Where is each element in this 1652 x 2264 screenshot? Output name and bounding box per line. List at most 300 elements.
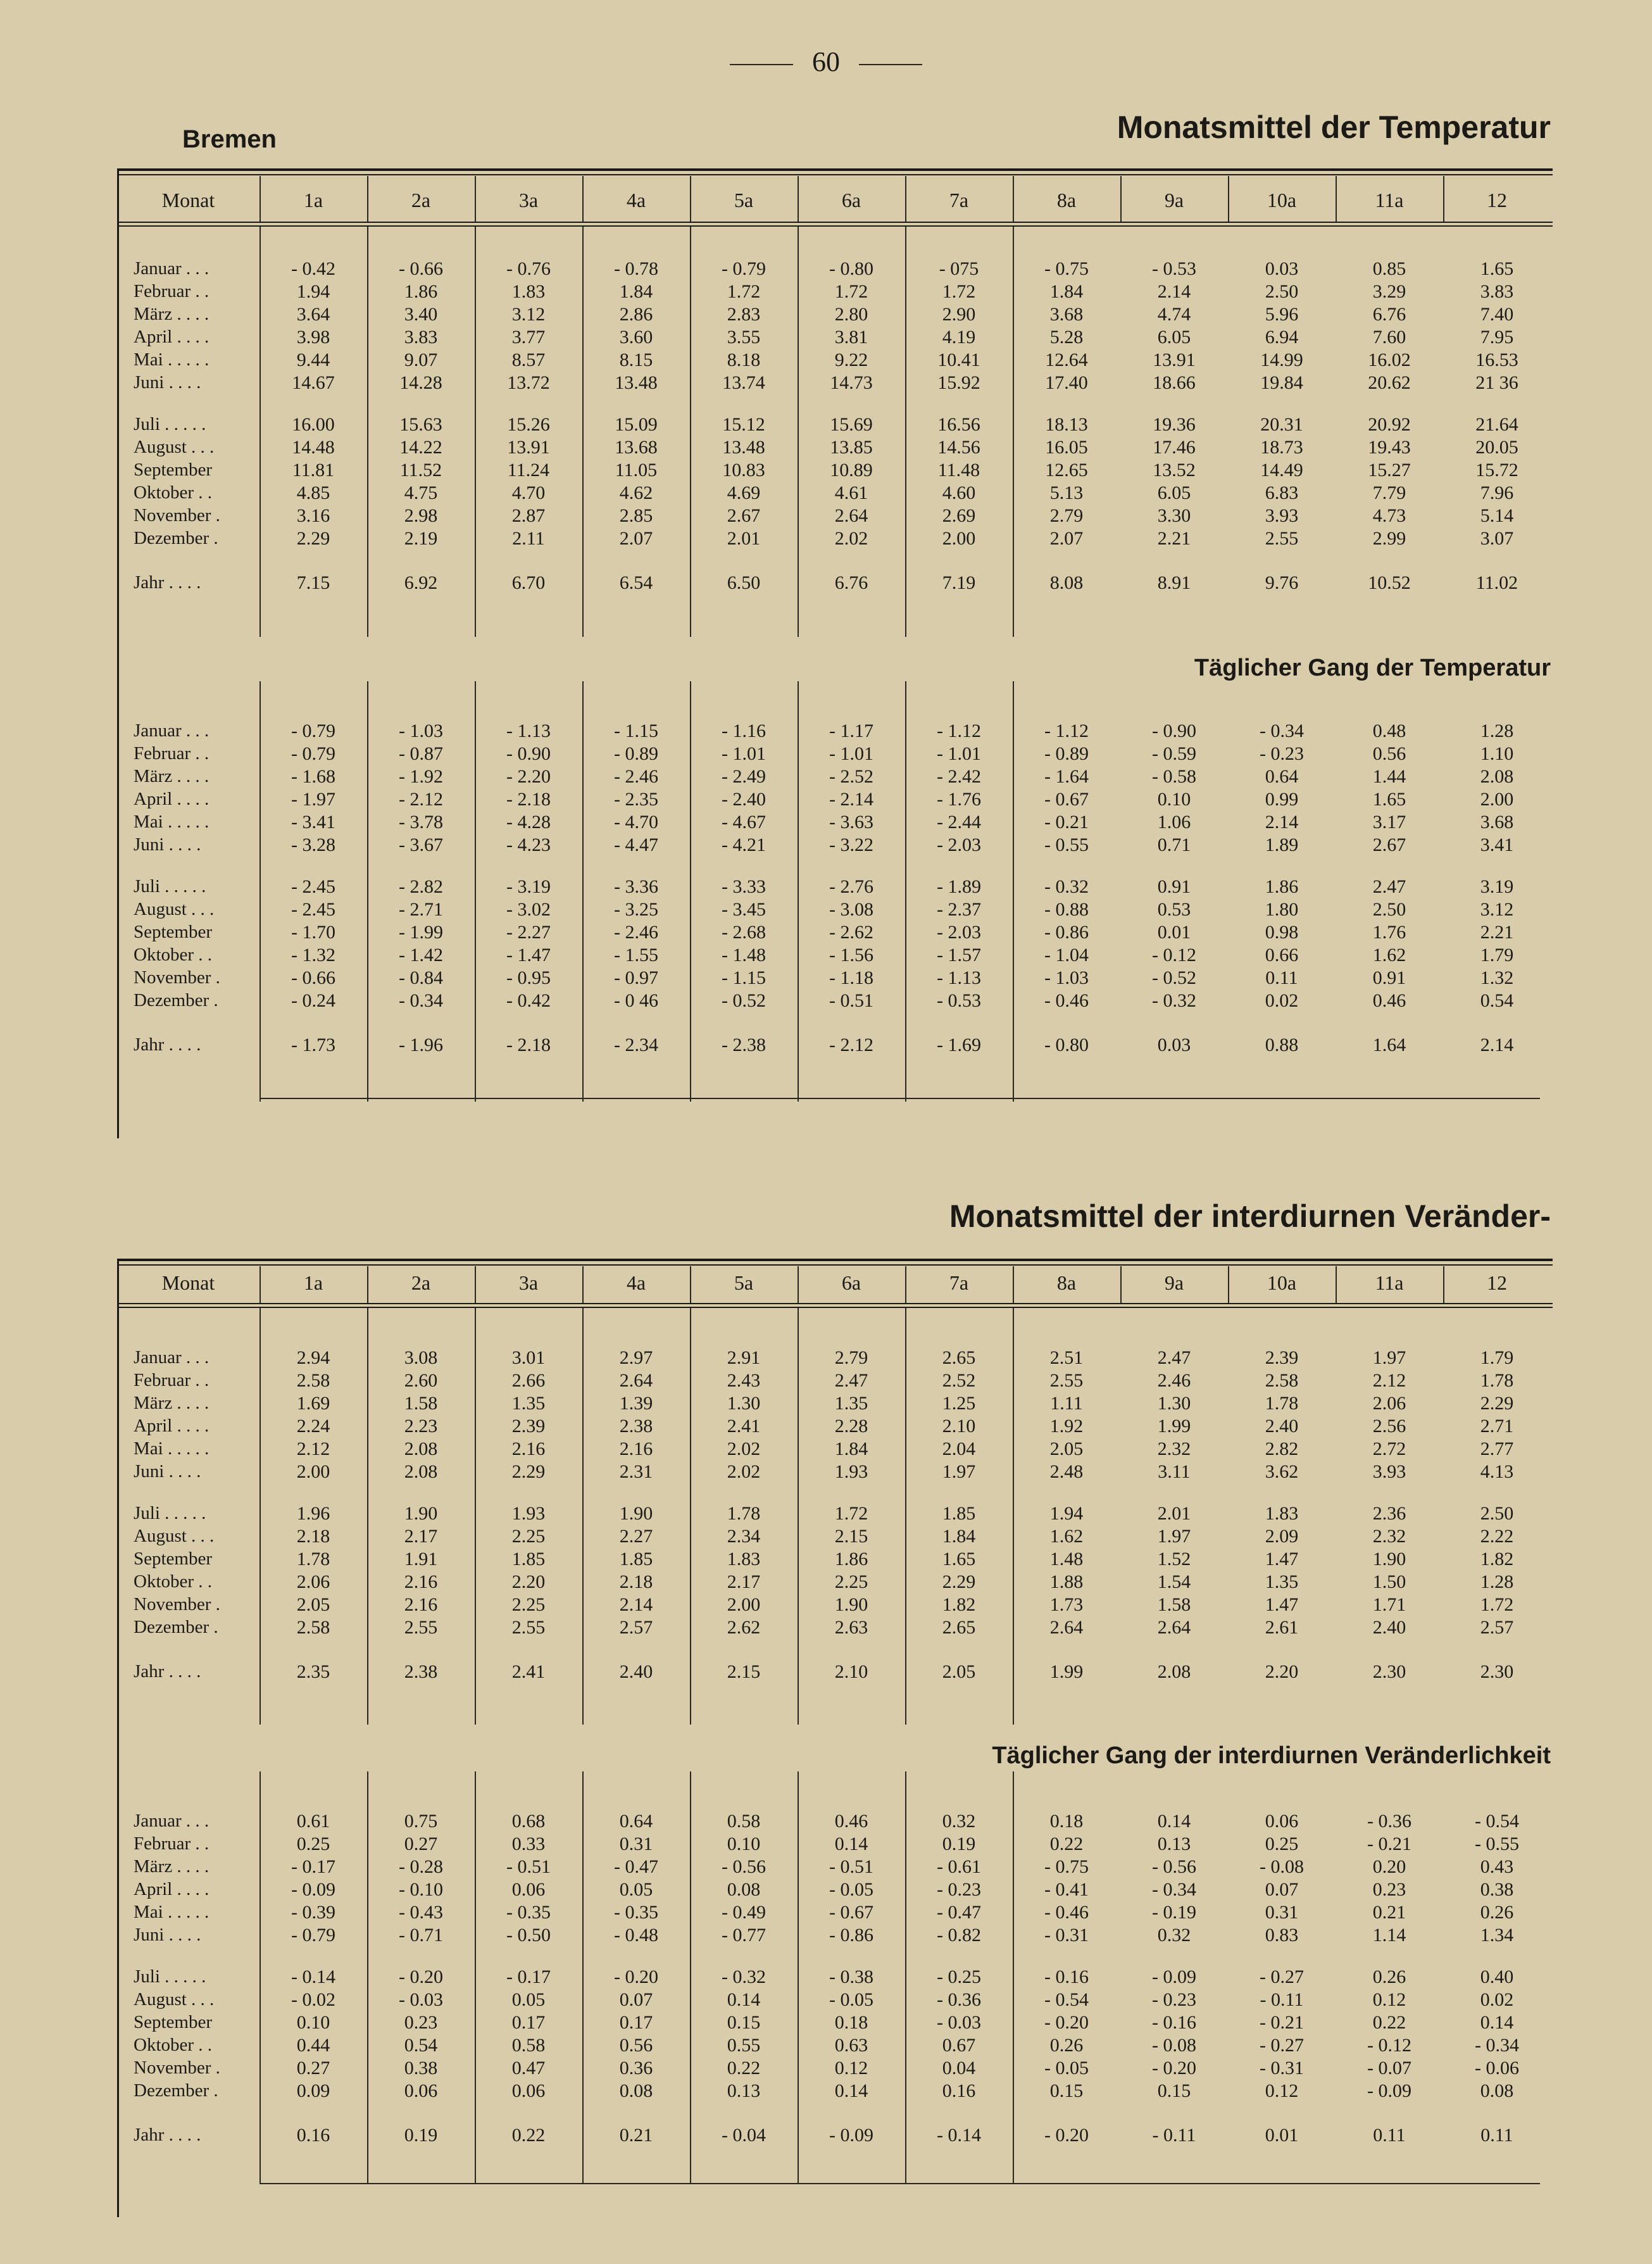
mean-cell: 2.58 [296, 1617, 330, 1638]
daily-cell: 0.48 [1372, 720, 1406, 741]
daily-cell: 0.21 [1372, 1902, 1406, 1923]
temperature-daily-subtitle: Täglicher Gang der Temperatur [1194, 655, 1551, 681]
mean-cell: 1.82 [1480, 1549, 1514, 1569]
mean-cell: 1.94 [1049, 1503, 1084, 1524]
daily-cell: 3.68 [1480, 812, 1514, 833]
daily-cell: - 0.20 [1152, 2058, 1196, 2078]
mean-cell: 1.54 [1157, 1571, 1191, 1592]
daily-cell: 0.10 [1157, 789, 1191, 810]
daily-cell: - 0.95 [506, 967, 551, 988]
mean-cell: 2.20 [511, 1571, 546, 1592]
row-label-month: März . . . . [134, 1393, 210, 1413]
daily-cell: - 0.89 [614, 743, 658, 764]
column-header-9a: 9a [1164, 189, 1184, 211]
mean-cell: 9.44 [296, 349, 330, 370]
mean-year-cell: 10.52 [1368, 572, 1411, 593]
daily-cell: 0.10 [296, 2012, 330, 2033]
mean-cell: 13.85 [830, 437, 873, 458]
row-label-month: August . . . [134, 899, 215, 919]
daily-cell: - 2.42 [937, 766, 981, 787]
mean-cell: 3.83 [404, 327, 438, 348]
mean-cell: 13.52 [1153, 460, 1196, 481]
mean-cell: 2.29 [511, 1461, 546, 1482]
column-header-10a: 10a [1267, 189, 1297, 211]
mean-cell: 1.88 [1049, 1571, 1084, 1592]
mean-cell: 14.56 [937, 437, 980, 458]
daily-cell: - 0.03 [399, 1989, 443, 2010]
daily-cell: - 0.19 [1152, 1902, 1196, 1923]
daily-cell: 0.98 [1265, 922, 1299, 943]
mean-cell: 3.62 [1265, 1461, 1299, 1482]
mean-cell: 2.65 [942, 1347, 976, 1368]
mean-cell: 11.05 [615, 460, 658, 481]
daily-cell: - 0.86 [1044, 922, 1089, 943]
mean-cell: 2.43 [727, 1370, 761, 1391]
daily-cell: 1.62 [1372, 945, 1406, 965]
mean-cell: 18.66 [1153, 372, 1196, 393]
mean-cell: 3.07 [1480, 528, 1514, 549]
daily-cell: - 1.17 [829, 720, 873, 741]
mean-cell: 1.25 [942, 1393, 976, 1414]
mean-cell: 15.92 [937, 372, 980, 393]
mean-cell: 1.86 [404, 281, 438, 302]
daily-cell: 0.54 [404, 2035, 438, 2056]
daily-cell: - 2.40 [722, 789, 766, 810]
mean-cell: 1.30 [1157, 1393, 1191, 1414]
mean-cell: 1.30 [727, 1393, 761, 1414]
mean-cell: 2.18 [296, 1526, 330, 1547]
mean-cell: 2.25 [511, 1594, 546, 1615]
row-label-month: Oktober . . [134, 2035, 213, 2055]
daily-cell: - 0.46 [1044, 1902, 1089, 1923]
daily-year-cell: - 0.80 [1044, 1035, 1089, 1055]
daily-cell: - 0.89 [1044, 743, 1089, 764]
daily-cell: - 0.12 [1152, 945, 1196, 965]
daily-cell: 0.07 [619, 1989, 653, 2010]
mean-cell: 2.48 [1049, 1461, 1084, 1482]
daily-cell: - 2.45 [291, 899, 335, 920]
mean-cell: 20.31 [1260, 414, 1303, 435]
mean-cell: 2.41 [727, 1416, 761, 1437]
mean-cell: 9.07 [404, 349, 438, 370]
mean-year-cell: 2.35 [296, 1661, 330, 1682]
daily-cell: - 1.12 [1044, 720, 1089, 741]
mean-cell: 2.06 [296, 1571, 330, 1592]
daily-cell: - 2.52 [829, 766, 873, 787]
daily-cell: - 2.44 [937, 812, 981, 833]
daily-cell: 0.99 [1265, 789, 1299, 810]
daily-cell: - 1.89 [937, 876, 981, 897]
mean-cell: 1.86 [834, 1549, 868, 1569]
mean-cell: 2.97 [619, 1347, 653, 1368]
mean-cell: 2.36 [1372, 1503, 1406, 1524]
header-rule [117, 222, 1553, 223]
mean-cell: 13.48 [615, 372, 658, 393]
daily-cell: - 0.08 [1260, 1856, 1304, 1877]
row-label-month: Juni . . . . [134, 834, 201, 855]
mean-cell: 3.55 [727, 327, 761, 348]
daily-cell: - 1.68 [291, 766, 335, 787]
mean-cell: 1.72 [942, 281, 976, 302]
mean-cell: 2.29 [942, 1571, 976, 1592]
daily-cell: - 3.19 [506, 876, 551, 897]
column-header-2a: 2a [411, 189, 431, 211]
mean-cell: 6.05 [1157, 482, 1191, 503]
mean-cell: 4.69 [727, 482, 761, 503]
mean-cell: 7.40 [1480, 304, 1514, 325]
mean-cell: 2.58 [296, 1370, 330, 1391]
mean-cell: 14.67 [292, 372, 335, 393]
mean-cell: 13.72 [507, 372, 550, 393]
mean-year-cell: 9.76 [1265, 572, 1299, 593]
mean-year-cell: 2.08 [1157, 1661, 1191, 1682]
mean-cell: 2.00 [942, 528, 976, 549]
daily-cell: 1.65 [1372, 789, 1406, 810]
daily-year-cell: - 0.09 [829, 2125, 873, 2146]
interdiurnal-daily-subtitle: Täglicher Gang der interdiurnen Veränderlichkeit [992, 1742, 1551, 1769]
daily-cell: - 3.36 [614, 876, 658, 897]
daily-cell: 0.46 [1372, 990, 1406, 1011]
mean-cell: 19.84 [1260, 372, 1303, 393]
daily-cell: 0.64 [619, 1811, 653, 1832]
daily-cell: - 0.54 [1475, 1811, 1519, 1832]
mean-cell: 1.11 [1050, 1393, 1083, 1414]
mean-cell: 2.64 [619, 1370, 653, 1391]
daily-cell: 0.91 [1157, 876, 1191, 897]
mean-cell: 1.47 [1265, 1549, 1299, 1569]
mean-year-cell: 1.99 [1049, 1661, 1084, 1682]
header-column-rule [1013, 1266, 1014, 1303]
mean-year-cell: 11.02 [1475, 572, 1518, 593]
daily-cell: - 0.79 [291, 1925, 335, 1946]
daily-cell: - 0.31 [1260, 2058, 1304, 2078]
daily-cell: 0.08 [727, 1879, 761, 1900]
mean-cell: 6.76 [1372, 304, 1406, 325]
mean-cell: 1.93 [834, 1461, 868, 1482]
mean-cell: 15.27 [1368, 460, 1411, 481]
mean-cell: 3.12 [511, 304, 546, 325]
daily-year-cell: 2.14 [1480, 1035, 1514, 1055]
row-label-month: Juli . . . . . [134, 876, 206, 896]
mean-cell: 14.99 [1260, 349, 1303, 370]
daily-cell: - 1.13 [937, 967, 981, 988]
daily-cell: 1.34 [1480, 1925, 1514, 1946]
daily-cell: 2.47 [1372, 876, 1406, 897]
mean-cell: 2.58 [1265, 1370, 1299, 1391]
mean-cell: 2.87 [511, 505, 546, 526]
daily-cell: - 0.51 [829, 990, 873, 1011]
daily-cell: 1.80 [1265, 899, 1299, 920]
mean-cell: 2.66 [511, 1370, 546, 1391]
daily-cell: 0.56 [619, 2035, 653, 2056]
header-column-rule [1228, 1266, 1229, 1303]
row-label-month: März . . . . [134, 304, 210, 324]
daily-cell: 0.12 [1265, 2080, 1299, 2101]
daily-year-cell: 0.03 [1157, 1035, 1191, 1055]
mean-cell: 1.90 [619, 1503, 653, 1524]
mean-cell: 2.62 [727, 1617, 761, 1638]
daily-cell: 0.27 [296, 2058, 330, 2078]
row-label-month: Juli . . . . . [134, 1503, 206, 1523]
mean-cell: 3.16 [296, 505, 330, 526]
header-column-rule [905, 176, 906, 222]
daily-cell: 1.14 [1372, 1925, 1406, 1946]
row-label-year: Jahr . . . . [134, 1035, 201, 1055]
mean-cell: 20.05 [1475, 437, 1518, 458]
header-rule-double [117, 1307, 1553, 1308]
page-number: 60 [0, 46, 1652, 78]
daily-cell: - 2.20 [506, 766, 551, 787]
mean-cell: 1.85 [942, 1503, 976, 1524]
mean-cell: 10.83 [722, 460, 765, 481]
daily-cell: 1.06 [1157, 812, 1191, 833]
mean-cell: 12.64 [1045, 349, 1088, 370]
mean-cell: 15.12 [722, 414, 765, 435]
mean-cell: 2.57 [1480, 1617, 1514, 1638]
daily-cell: 0.18 [1049, 1811, 1084, 1832]
mean-cell: 20.62 [1368, 372, 1411, 393]
mean-year-cell: 2.30 [1372, 1661, 1406, 1682]
daily-cell: - 2.46 [614, 766, 658, 787]
daily-cell: - 1.76 [937, 789, 981, 810]
daily-cell: 0.53 [1157, 899, 1191, 920]
daily-cell: - 0.75 [1044, 1856, 1089, 1877]
daily-cell: 0.22 [1372, 2012, 1406, 2033]
row-label-month: Januar . . . [134, 720, 210, 741]
daily-cell: 0.09 [296, 2080, 330, 2101]
column-header-month: Monat [161, 1271, 215, 1294]
mean-cell: 5.13 [1049, 482, 1084, 503]
mean-cell: 1.72 [834, 281, 868, 302]
daily-cell: - 0.43 [399, 1902, 443, 1923]
daily-cell: - 0.20 [399, 1966, 443, 1987]
mean-cell: 1.35 [834, 1393, 868, 1414]
daily-cell: 2.50 [1372, 899, 1406, 920]
daily-cell: - 0.05 [1044, 2058, 1089, 2078]
daily-cell: - 0.49 [722, 1902, 766, 1923]
daily-cell: 0.58 [727, 1811, 761, 1832]
mean-cell: 1.50 [1372, 1571, 1406, 1592]
mean-cell: 9.22 [834, 349, 868, 370]
mean-cell: 17.40 [1045, 372, 1088, 393]
mean-year-cell: 6.50 [727, 572, 761, 593]
mean-cell: 2.79 [834, 1347, 868, 1368]
mean-cell: 1.82 [942, 1594, 976, 1615]
mean-cell: 2.10 [942, 1416, 976, 1437]
column-header-6a: 6a [841, 189, 861, 211]
daily-cell: - 0.21 [1260, 2012, 1304, 2033]
mean-cell: 2.02 [834, 528, 868, 549]
daily-cell: - 0.16 [1152, 2012, 1196, 2033]
daily-cell: - 0.54 [1044, 1989, 1089, 2010]
mean-cell: - 0.80 [829, 258, 873, 279]
daily-cell: 0.31 [1265, 1902, 1299, 1923]
mean-cell: 1.85 [511, 1549, 546, 1569]
daily-cell: - 0.41 [1044, 1879, 1089, 1900]
daily-cell: - 0.82 [937, 1925, 981, 1946]
daily-cell: - 0.55 [1044, 834, 1089, 855]
mean-cell: 2.16 [404, 1594, 438, 1615]
daily-cell: - 2.35 [614, 789, 658, 810]
mean-cell: 2.65 [942, 1617, 976, 1638]
daily-cell: 0.18 [834, 2012, 868, 2033]
row-label-month: Oktober . . [134, 482, 213, 503]
daily-cell: 1.79 [1480, 945, 1514, 965]
header-column-rule [367, 176, 368, 222]
daily-cell: 0.07 [1265, 1879, 1299, 1900]
daily-cell: 0.14 [834, 1833, 868, 1854]
daily-cell: - 4.21 [722, 834, 766, 855]
mean-year-cell: 2.40 [619, 1661, 653, 1682]
mean-cell: 1.78 [727, 1503, 761, 1524]
daily-cell: - 0.23 [1260, 743, 1304, 764]
row-label-month: Juli . . . . . [134, 1966, 206, 1987]
mean-cell: 21 36 [1475, 372, 1518, 393]
daily-cell: - 0.35 [614, 1902, 658, 1923]
mean-cell: 1.47 [1265, 1594, 1299, 1615]
mean-cell: 1.78 [1265, 1393, 1299, 1414]
daily-cell: 3.19 [1480, 876, 1514, 897]
mean-cell: 1.72 [727, 281, 761, 302]
header-column-rule [905, 1266, 906, 1303]
mean-cell: - 075 [939, 258, 979, 279]
daily-cell: - 0.56 [722, 1856, 766, 1877]
daily-cell: - 0.87 [399, 743, 443, 764]
daily-cell: - 1.15 [614, 720, 658, 741]
mean-cell: 2.05 [296, 1594, 330, 1615]
row-label-month: August . . . [134, 1989, 215, 2009]
daily-cell: 0.36 [619, 2058, 653, 2078]
mean-cell: 3.29 [1372, 281, 1406, 302]
daily-cell: 0.47 [511, 2058, 546, 2078]
daily-cell: - 0.90 [506, 743, 551, 764]
mean-year-cell: 8.08 [1049, 572, 1084, 593]
column-header-12: 12 [1487, 189, 1507, 211]
mean-cell: 2.27 [619, 1526, 653, 1547]
mean-cell: 11.52 [399, 460, 442, 481]
daily-cell: - 1.15 [722, 967, 766, 988]
mean-cell: 13.74 [722, 372, 765, 393]
header-column-rule [1443, 176, 1444, 222]
mean-cell: 1.48 [1049, 1549, 1084, 1569]
daily-cell: - 0.06 [1475, 2058, 1519, 2078]
mean-cell: 7.60 [1372, 327, 1406, 348]
daily-cell: - 2.03 [937, 922, 981, 943]
mean-cell: 2.16 [404, 1571, 438, 1592]
mean-cell: 1.52 [1157, 1549, 1191, 1569]
mean-cell: 2.82 [1265, 1438, 1299, 1459]
mean-cell: 2.19 [404, 528, 438, 549]
daily-cell: 0.13 [1157, 1833, 1191, 1854]
mean-cell: 1.83 [511, 281, 546, 302]
mean-cell: 2.46 [1157, 1370, 1191, 1391]
daily-cell: - 0.05 [829, 1879, 873, 1900]
mean-cell: 13.48 [722, 437, 765, 458]
daily-cell: - 4.67 [722, 812, 766, 833]
mean-cell: 7.96 [1480, 482, 1514, 503]
daily-cell: - 0.38 [829, 1966, 873, 1987]
mean-cell: 2.07 [619, 528, 653, 549]
daily-cell: 0.14 [727, 1989, 761, 2010]
daily-cell: - 0.71 [399, 1925, 443, 1946]
row-label-year: Jahr . . . . [134, 2125, 201, 2145]
row-label-month: Juni . . . . [134, 1461, 201, 1481]
table-top-rule-inner [117, 1264, 1553, 1266]
mean-cell: 1.62 [1049, 1526, 1084, 1547]
row-label-month: Mai . . . . . [134, 1438, 210, 1459]
daily-cell: - 0.86 [829, 1925, 873, 1946]
mean-cell: 2.83 [727, 304, 761, 325]
daily-cell: 0.33 [511, 1833, 546, 1854]
mean-cell: 2.86 [619, 304, 653, 325]
daily-cell: - 1.99 [399, 922, 443, 943]
mean-cell: 13.68 [615, 437, 658, 458]
daily-year-cell: - 2.18 [506, 1035, 551, 1055]
mean-cell: 1.83 [1265, 1503, 1299, 1524]
daily-cell: 3.41 [1480, 834, 1514, 855]
daily-cell: 0.14 [1480, 2012, 1514, 2033]
daily-cell: - 0.24 [291, 990, 335, 1011]
mean-cell: 2.01 [1157, 1503, 1191, 1524]
mean-cell: 8.18 [727, 349, 761, 370]
mean-cell: 2.02 [727, 1438, 761, 1459]
daily-cell: - 0.46 [1044, 990, 1089, 1011]
mean-cell: 1.84 [1049, 281, 1084, 302]
daily-cell: - 0.34 [1152, 1879, 1196, 1900]
daily-cell: 0.08 [1480, 2080, 1514, 2101]
mean-cell: 6.83 [1265, 482, 1299, 503]
row-label-year: Jahr . . . . [134, 572, 201, 593]
mean-cell: 14.28 [399, 372, 442, 393]
daily-cell: - 3.41 [291, 812, 335, 833]
daily-cell: 0.67 [942, 2035, 976, 2056]
mean-cell: 2.39 [1265, 1347, 1299, 1368]
mean-cell: 2.72 [1372, 1438, 1406, 1459]
table-bottom-rule [260, 2183, 1540, 2184]
row-label-month: Januar . . . [134, 1811, 210, 1831]
mean-cell: 3.08 [404, 1347, 438, 1368]
row-label-month: Dezember . [134, 1617, 218, 1637]
daily-cell: - 0.47 [614, 1856, 658, 1877]
daily-cell: 0.01 [1157, 922, 1191, 943]
mean-cell: 2.21 [1157, 528, 1191, 549]
daily-cell: 0.14 [834, 2080, 868, 2101]
daily-cell: - 0.42 [506, 990, 551, 1011]
mean-cell: 2.16 [511, 1438, 546, 1459]
mean-cell: 7.95 [1480, 327, 1514, 348]
mean-cell: 1.84 [834, 1438, 868, 1459]
mean-cell: 2.02 [727, 1461, 761, 1482]
header-rule-double [117, 225, 1553, 227]
mean-cell: 17.46 [1153, 437, 1196, 458]
daily-cell: 0.71 [1157, 834, 1191, 855]
daily-cell: 0.26 [1480, 1902, 1514, 1923]
daily-cell: 0.23 [1372, 1879, 1406, 1900]
daily-cell: - 0 46 [614, 990, 658, 1011]
mean-cell: 2.00 [727, 1594, 761, 1615]
daily-cell: - 0.11 [1260, 1989, 1304, 2010]
mean-cell: 1.90 [1372, 1549, 1406, 1569]
daily-cell: - 1.01 [829, 743, 873, 764]
daily-cell: - 3.33 [722, 876, 766, 897]
row-label-month: Oktober . . [134, 1571, 213, 1592]
daily-cell: 0.44 [296, 2035, 330, 2056]
column-header-7a: 7a [949, 1271, 969, 1294]
mean-cell: 1.35 [1265, 1571, 1299, 1592]
daily-cell: - 0.59 [1152, 743, 1196, 764]
mean-cell: 2.71 [1480, 1416, 1514, 1437]
mean-cell: 15.09 [615, 414, 658, 435]
